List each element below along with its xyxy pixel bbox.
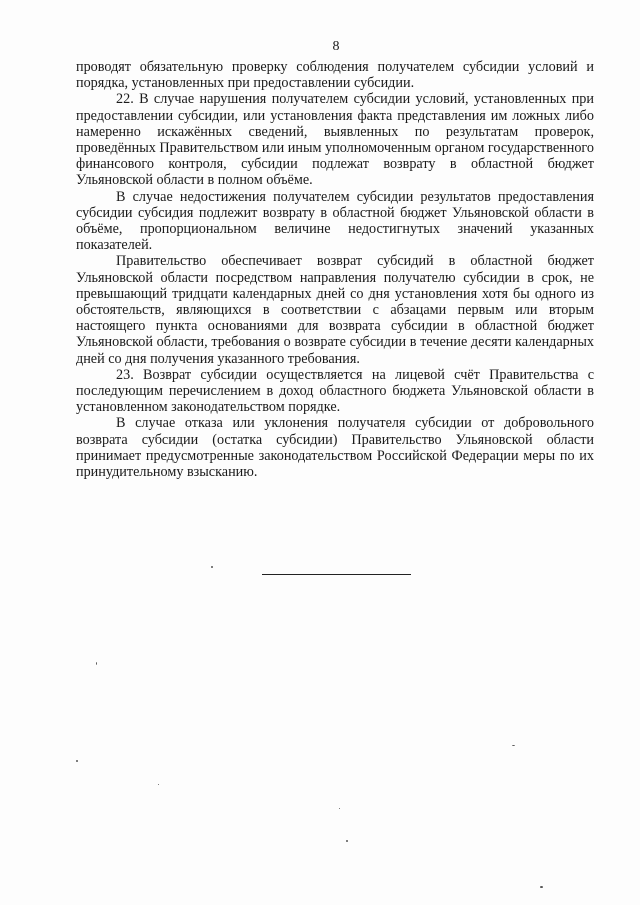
scan-speck [540,886,543,888]
page-number: 8 [332,39,340,54]
paragraph-clause-23: 23. Возврат субсидии осуществляется на лицевой счёт Правительства с последующим перечислением в доход областного бюджета Ульяновской области в установленном законодательством порядке. [76,366,594,416]
paragraph-continuation: проводят обязательную проверку соблюдения получателем субсидии условий и порядка, установленных при предоставлении субсидии. [76,59,594,92]
paragraph-nonachievement: В случае недостижения получателем субсидии результатов предоставления субсидии субсидия подлежит возврату в областной бюджет Ульяновской области в объёме, пропорциональном величине недостигнутых значений указанных показателей. [76,188,594,254]
end-divider-line [262,574,411,575]
scan-speck [346,840,348,842]
document-body [76,59,594,480]
scan-speck [512,745,515,746]
scan-speck [96,662,97,665]
paragraph-refusal: В случае отказа или уклонения получателя субсидии от добровольного возврата субсидии (остатка субсидии) Правительство Ульяновской области принимает предусмотренные законодательством Российской Федерации меры по их принудительному взысканию. [76,415,594,481]
paragraph-government-return: Правительство обеспечивает возврат субсидий в областной бюджет Ульяновской области посредством направления получателю субсидии в срок, не превышающий тридцати календарных дней со дня установления хотя бы одного из обстоятельств, являющихся в соответствии с абзацами первым или вторым настоящего пункта основаниями для возврата субсидии в областной бюджет Ульяновской области, требования о возврате субсидии в течение десяти календарных дней со дня получения указанного требования. [76,253,594,367]
scan-speck [211,566,213,568]
scan-speck [76,760,78,762]
scan-speck [158,784,159,785]
paragraph-clause-22: 22. В случае нарушения получателем субсидии условий, установленных при предоставлении субсидии, или установления факта представления им ложных либо намеренно искажённых сведений, выявленных по результатам проверок, проведённых Правительством или иным уполномоченным органом государственного финансового контроля, субсидии подлежат возврату в областной бюджет Ульяновской области в полном объёме. [76,91,594,189]
scan-speck [339,808,340,809]
